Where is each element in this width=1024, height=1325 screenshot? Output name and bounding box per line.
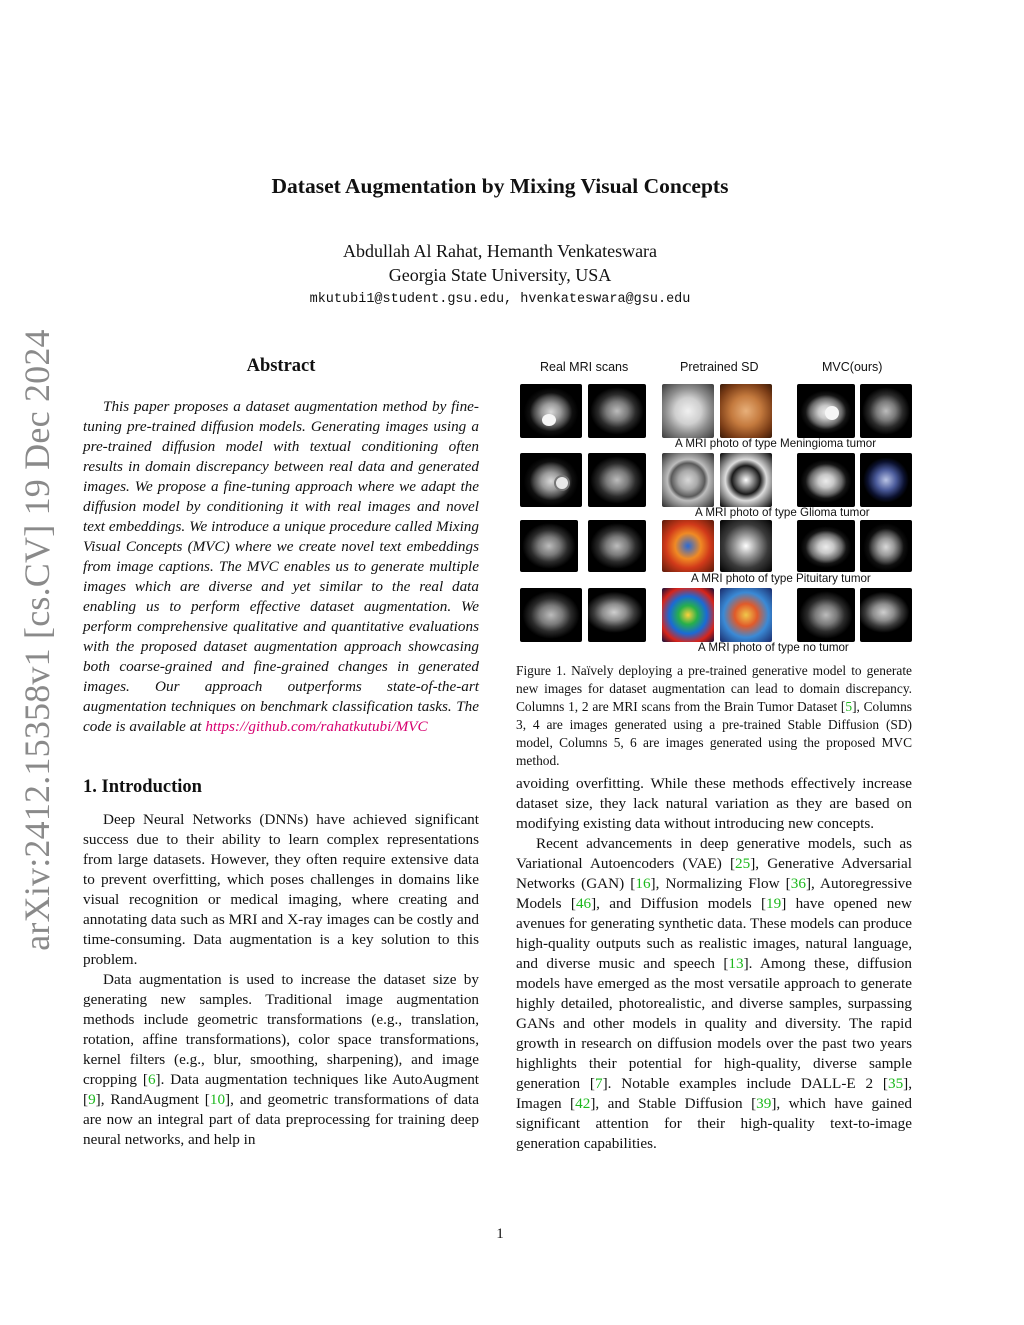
generated-image [797,453,855,507]
generated-image [860,520,912,572]
generated-image [662,453,714,507]
text-run: ]. Data augmentation techniques like AutoAugment [ [83,1071,480,1108]
text-run: Recent advancements in deep generative models, such as Variational Autoencoders (VAE) [ [516,835,912,872]
mri-image [588,520,646,572]
abstract-text [83,397,479,737]
citation[interactable]: 46 [575,895,592,912]
figure-column-header: MVC(ours) [822,360,883,374]
mri-image [520,384,582,438]
introduction-heading: 1. Introduction [83,777,202,797]
code-link[interactable]: https://github.com/rahatkutubi/MVC [205,718,428,735]
mri-image [588,588,646,642]
text-run: ]. Among these, diffusion models have emerged as the most versatile approach to generate highly detailed, photorealistic, and diverse samples, surpassing GANs and other models in quality and diversity. The rapid growth in research on diffusion models over the past two years highlights their potential for high-quality, diverse sample generation [ [516,955,912,1092]
text-run: ]. Notable examples include DALL-E 2 [ [602,1075,888,1092]
abstract-body: This paper proposes a dataset augmentation method by fine-tuning pre-trained diffusion models. Generating images using a pre-trained diffusion model with textual conditioning often results in domain discrepancy between real data and generated images. We propose a fine-tuning approach where we adapt the diffusion model by conditioning it with real images and novel text embeddings. We introduce a unique procedure called Mixing Visual Concepts (MVC) where we create novel text embeddings from image captions. The MVC enables us to generate multiple images which are diverse and yet similar to the real data enabling us to perform effective dataset augmentation. We perform comprehensive qualitative and quantitative evaluations with the proposed dataset augmentation approach showcasing both coarse-grained and fine-grained changes in generated images. Our approach outperforms state-of-the-art augmentation techniques on benchmark classification tasks. The code is available at [83,398,479,735]
citation[interactable]: 42 [575,1095,591,1112]
intro-paragraph-1: Deep Neural Networks (DNNs) have achieved significant success due to their ability to learn complex representations from large datasets. However, they often require extensive data to prevent overfitting, which poses challenges in domains like visual recognition or medical imaging, where creating and annotating data such as MRI and X-ray images can be costly and time-consuming. Data augmentation is a key solution to this problem. [83,811,479,968]
page-number: 1 [496,1226,504,1242]
citation[interactable]: 10 [209,1091,226,1108]
text-run: ], and geometric transformations of data are now an integral part of data preprocessing for training deep neural networks, and help in [83,1091,479,1148]
citation[interactable]: 25 [735,855,751,872]
figure-caption [516,662,912,770]
arxiv-identifier: arXiv:2412.15358v1 [cs.CV] 19 Dec 2024 [17,329,57,951]
generated-image [662,520,714,572]
mri-image [520,520,578,572]
paper-title: Dataset Augmentation by Mixing Visual Concepts [271,174,729,198]
citation[interactable]: 35 [887,1075,904,1092]
generated-image [720,384,772,438]
citation[interactable]: 7 [594,1075,603,1092]
text-run: ], Imagen [ [516,1075,913,1112]
text-run: ], and Stable Diffusion [ [590,1095,757,1112]
generated-image [797,588,855,642]
figure-column-header: Real MRI scans [540,360,629,374]
arxiv-sidebar [10,329,64,951]
text-run: ], Autoregressive Models [ [516,875,912,912]
citation[interactable]: 5 [845,699,853,714]
text-run: ], Generative Adversarial Networks (GAN) [ [516,855,912,892]
text-run: Data augmentation is used to increase the dataset size by generating new samples. Traditional image augmentation methods include geometric transformations (e.g., translation, rotation, affine transformations), color space transformations, kernel filters (e.g., blur, smoothing, sharpening), and image cropping [ [83,971,479,1088]
paper-emails: mkutubi1@student.gsu.edu, hvenkateswara@gsu.edu [309,292,691,307]
text-run: Figure 1. Naïvely deploying a pre-trained generative model to generate new images for dataset augmentation can lead to domain discrepancy. Columns 1, 2 are MRI scans from the Brain Tumor Dataset [ [516,663,912,714]
generated-image [860,588,912,642]
mri-image [588,453,646,507]
generated-image [860,384,912,438]
text-run: ], Normalizing Flow [ [650,875,791,892]
figure-1 [516,360,912,654]
generated-image [662,588,714,642]
citation[interactable]: 16 [635,875,651,892]
figure-row-caption: A MRI photo of type Pituitary tumor [691,572,871,585]
paper-affiliation: Georgia State University, USA [388,265,612,285]
figure-column-header: Pretrained SD [680,360,759,374]
citation[interactable]: 6 [147,1071,156,1088]
right-paragraph-2 [516,834,912,1154]
text-run: ], and Diffusion models [ [591,895,767,912]
text-run: ], Columns 3, 4 are images generated using a pre-trained Stable Diffusion (SD) model, Columns 5, 6 are images generated using the proposed MVC method. [516,699,912,768]
right-column [516,360,912,1154]
generated-image [720,453,772,507]
mri-image [588,384,646,438]
mri-image [520,453,582,507]
citation[interactable]: 36 [790,875,806,892]
generated-image [662,384,714,438]
figure-row-caption: A MRI photo of type Glioma tumor [695,506,870,519]
generated-image [720,520,772,572]
generated-image [720,588,772,642]
text-run: ], RandAugment [ [95,1091,210,1108]
mri-image [520,588,582,642]
abstract-heading: Abstract [246,356,316,376]
citation[interactable]: 39 [756,1095,772,1112]
citation[interactable]: 9 [88,1091,96,1108]
generated-image [860,453,912,507]
generated-image [797,384,855,438]
figure-row-caption: A MRI photo of type no tumor [698,641,849,654]
figure-row-caption: A MRI photo of type Meningioma tumor [675,437,877,450]
left-column [83,356,479,1150]
right-paragraph-1: avoiding overfitting. While these methods effectively increase dataset size, they lack natural variation as they are based on modifying existing data without introducing new concepts. [516,775,912,832]
citation[interactable]: 19 [766,895,782,912]
intro-paragraph-2 [83,970,479,1150]
citation[interactable]: 13 [728,955,744,972]
generated-image [797,520,855,572]
text-run: ] have opened new avenues for generating synthetic data. These models can produce high-quality outputs such as realistic images, natural language, and diverse music and speech [ [516,895,913,972]
paper-authors: Abdullah Al Rahat, Hemanth Venkateswara [342,241,658,261]
text-run: ], which have gained significant attention for their high-quality text-to-image generation capabilities. [516,1095,912,1152]
